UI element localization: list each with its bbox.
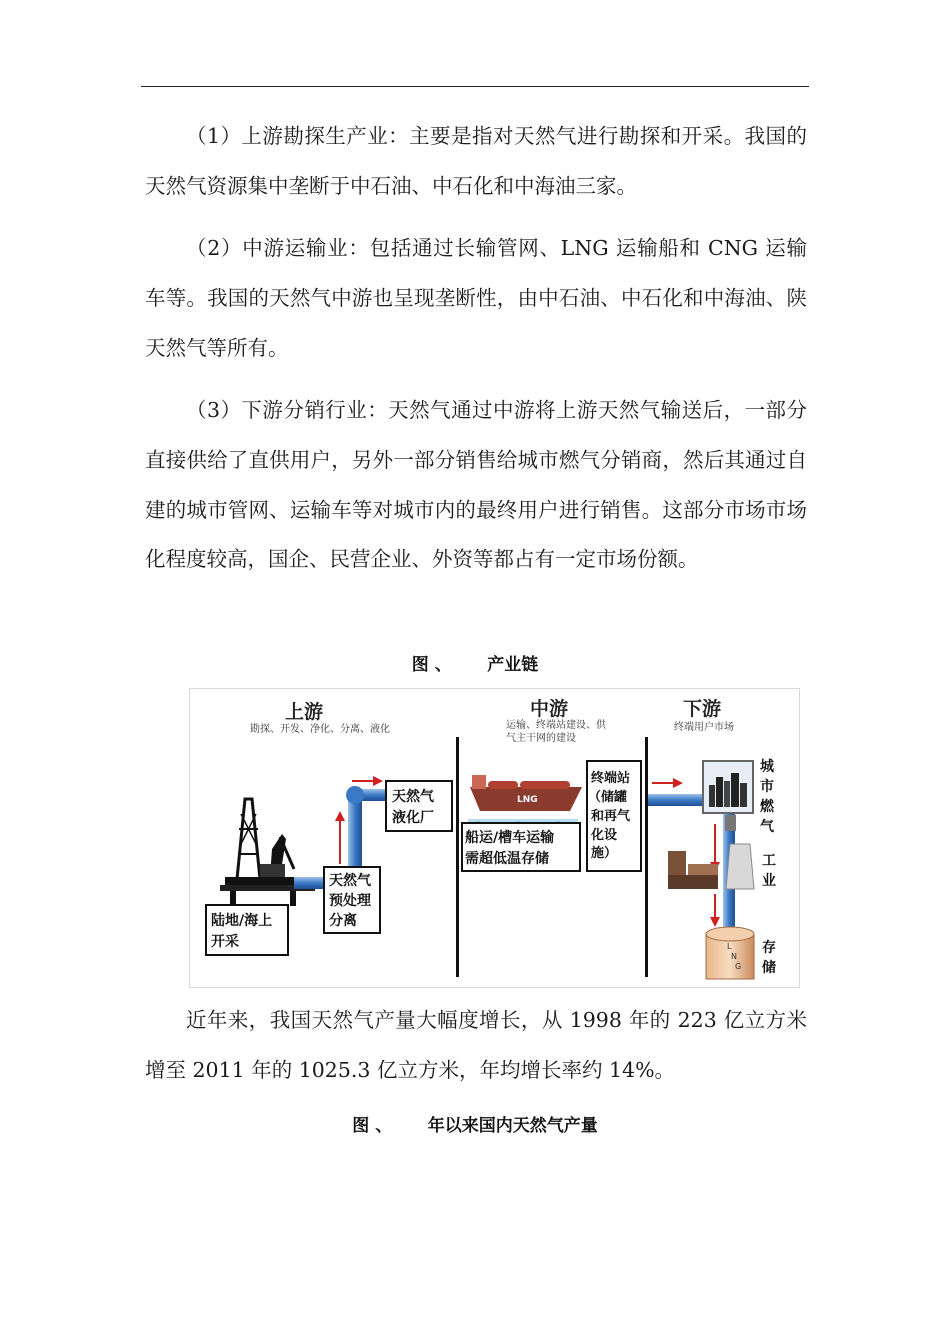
box-shipping-line2: 需超低温存储 — [465, 851, 549, 867]
figure-caption-industry-chain — [0, 650, 950, 675]
city-gas-label-4: 气 — [760, 819, 774, 835]
city-gas-label-2: 市 — [760, 779, 774, 795]
industry-chain-diagram — [189, 688, 800, 988]
city-gas-label-1: 城 — [760, 759, 774, 775]
separator-right — [645, 737, 648, 977]
storage-label-1: 存 — [762, 940, 776, 956]
box-terminal-line2: （储罐 — [588, 790, 628, 805]
figure-caption-production — [0, 1111, 950, 1136]
caption2-prefix: 图 、 — [352, 1116, 393, 1136]
box-mining-line1: 陆地/海上 — [211, 913, 273, 929]
oil-rig-icon — [220, 799, 315, 906]
box-terminal-line4: 化设 — [591, 828, 618, 843]
separator-left — [456, 737, 459, 977]
box-terminal-line3: 和再气 — [591, 809, 631, 824]
box-preprocess-line3: 分离 — [329, 913, 357, 929]
industry-label-1: 工 — [762, 853, 776, 869]
midstream-subtitle-1: 运输、终端站建设、供 — [506, 720, 606, 731]
upstream-title: 上游 — [285, 701, 324, 723]
pipe-4 — [648, 794, 703, 806]
downstream-subtitle: 终端用户市场 — [674, 722, 734, 733]
tank-letter-g: G — [735, 962, 742, 971]
box-mining-line2: 开采 — [211, 934, 239, 950]
box-terminal-line1: 终端站 — [591, 771, 631, 786]
box-liquefaction-line2: 液化厂 — [392, 810, 434, 826]
paragraph-production: 近年来，我国天然气产量大幅度增长，从 1998 年的 223 亿立方米增至 2011 年的 1025.3 亿立方米，年均增长率约 14%。 — [145, 1008, 807, 1082]
box-liquefaction-line1: 天然气 — [392, 789, 434, 805]
box-terminal-line5: 施） — [591, 846, 618, 861]
lng-tank-icon — [706, 927, 754, 979]
tank-letter-n: N — [731, 952, 737, 961]
city-icon — [703, 761, 753, 813]
paragraph-midstream: （2）中游运输业：包括通过长输管网、LNG 运输船和 CNG 运输车等。我国的天然气中游也呈现垄断性，由中石油、中石化和中海油、陕天然气等所有。 — [145, 236, 807, 360]
box-preprocess-line2: 预处理 — [329, 893, 371, 909]
box-preprocess-line1: 天然气 — [329, 873, 371, 889]
header-rule — [141, 86, 809, 87]
upstream-subtitle: 勘探、开发、净化、分离、液化 — [250, 724, 390, 735]
downstream-title: 下游 — [683, 698, 722, 720]
box-shipping-line1: 船运/槽车运输 — [465, 830, 555, 846]
midstream-subtitle-2: 气主干网的建设 — [506, 733, 576, 744]
tank-letter-l: L — [727, 942, 732, 951]
caption-prefix: 图 、 — [411, 655, 452, 675]
storage-label-2: 储 — [762, 960, 776, 976]
pipe-1 — [294, 877, 324, 889]
factory-icon — [668, 844, 754, 889]
caption2-title: 年以来国内天然气产量 — [427, 1116, 598, 1136]
city-gas-label-3: 燃 — [760, 799, 774, 815]
paragraph-upstream: （1）上游勘探生产业：主要是指对天然气进行勘探和开采。我国的天然气资源集中垄断于中石油、中石化和中海油三家。 — [145, 124, 807, 198]
caption-title: 产业链 — [487, 655, 539, 675]
industry-label-2: 业 — [762, 873, 776, 889]
paragraph-downstream: （3）下游分销行业：天然气通过中游将上游天然气输送后，一部分直接供给了直供用户，另外一部分销售给城市燃气分销商，然后其通过自建的城市管网、运输车等对城市内的最终用户进行销售。这部分市场市场化程度较高，国企、民营企业、外资等都占有一定市场份额。 — [145, 398, 807, 572]
ship-label: LNG — [517, 795, 538, 805]
midstream-title: 中游 — [530, 698, 569, 720]
